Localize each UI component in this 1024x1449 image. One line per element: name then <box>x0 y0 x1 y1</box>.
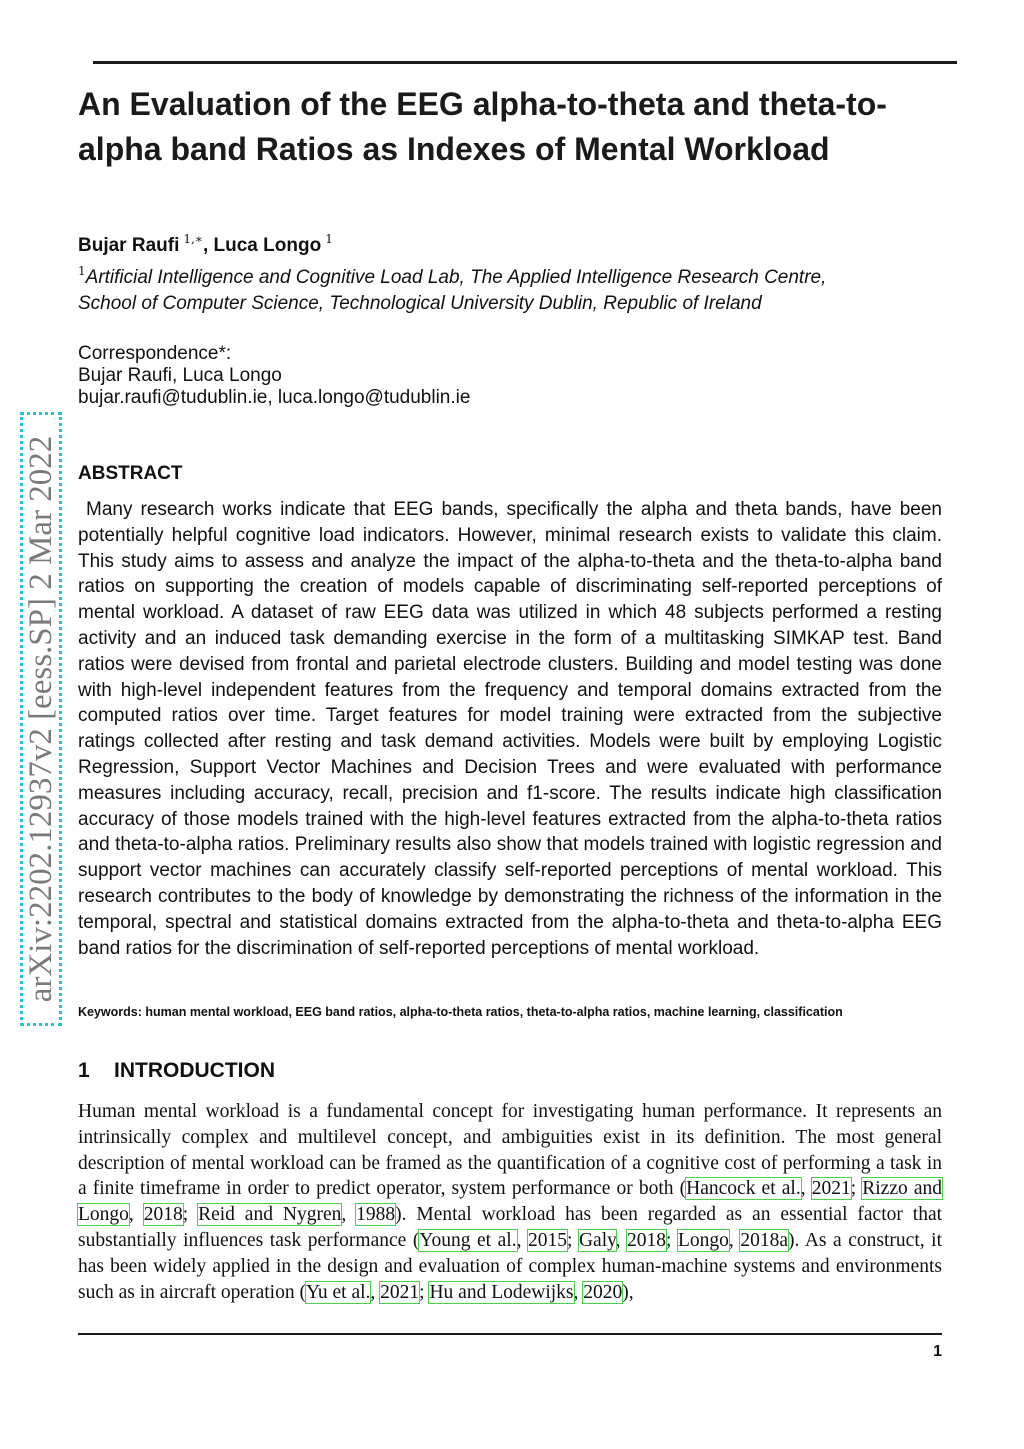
paragraph-text: ). Mental workload has been regarded as an essential factor that substantially influences task performance ( <box>78 1204 943 1251</box>
bottom-rule <box>78 1333 942 1335</box>
introduction-paragraph <box>78 1099 942 1305</box>
keywords: Keywords: human mental workload, EEG band ratios, alpha-to-theta ratios, theta-to-alpha ratios, machine learning, classification <box>78 1005 843 1019</box>
citation-link[interactable]: Longo <box>678 1229 729 1251</box>
citation-link[interactable]: Hu and Lodewijks <box>429 1281 574 1303</box>
paper-title: An Evaluation of the EEG alpha-to-theta and theta-to-alpha band Ratios as Indexes of Mental Workload <box>78 86 887 167</box>
citation-link[interactable]: 2018 <box>627 1229 667 1251</box>
citation-link[interactable]: Galy <box>578 1229 616 1251</box>
citation-link[interactable]: Hancock et al. <box>686 1178 801 1200</box>
author-line <box>78 226 333 259</box>
affiliation-superscript: 1 <box>78 264 86 278</box>
paragraph-text: , <box>615 1229 628 1251</box>
citation-link[interactable]: Young et al. <box>419 1229 517 1251</box>
correspondence-emails[interactable]: bujar.raufi@tudublin.ie, luca.longo@tudublin.ie <box>78 387 471 408</box>
abstract-heading: ABSTRACT <box>78 463 183 484</box>
paragraph-text: Human mental workload is a fundamental concept for investigating human performance. It represents an intrinsically complex and multilevel concept, and ambiguities exist in its definition. The most general description of mental workload can be framed as the quantification of a cognitive cost of performing a task in a finite timeframe in order to predict operator, system performance or both ( <box>78 1101 942 1200</box>
citation-link[interactable]: 2015 <box>528 1229 567 1251</box>
paragraph-text: ). As a construct, it has been widely applied in the design and evaluation of complex human-machine systems and environments such as in aircraft operation ( <box>78 1229 942 1303</box>
top-rule <box>93 61 957 64</box>
section-heading-introduction <box>78 1057 275 1085</box>
paragraph-text: ; <box>850 1178 863 1200</box>
abstract-text: Many research works indicate that EEG bands, specifically the alpha and theta bands, have been potentially helpful cognitive load indicators. However, minimal research exists to validate this claim. This study aims to assess and analyze the impact of the alpha-to-theta and the theta-to-alpha band ratios on supporting the creation of models capable of discriminating self-reported perceptions of mental workload. A dataset of raw EEG data was utilized in which 48 subjects performed a resting activity and an induced task demanding exercise in the form of a multitasking SIMKAP test. Band ratios were devised from frontal and parietal electrode clusters. Building and model testing was done with high-level independent features from the frequency and temporal domains extracted from the computed ratios over time. Target features for model training were extracted from the subjective ratings collected after resting and task demand activities. Models were built by employing Logistic Regression, Support Vector Machines and Decision Trees and were evaluated with performance measures including accuracy, recall, precision and f1-score. The results indicate high classification accuracy of those models trained with the high-level features extracted from the alpha-to-theta ratios and theta-to-alpha ratios. Preliminary results also show that models trained with logistic regression and support vector machines can accurately classify self-reported perceptions of mental workload. This research contributes to the body of knowledge by demonstrating the richness of the information in the temporal, spectral and statistical domains extracted from the alpha-to-theta and theta-to-alpha EEG band ratios for the discrimination of self-reported perceptions of mental workload. <box>78 499 942 959</box>
citation-link[interactable]: Yu et al. <box>305 1281 371 1303</box>
citation-link[interactable]: 2020 <box>583 1281 623 1303</box>
citation-link[interactable]: 2021 <box>811 1178 851 1200</box>
paragraph-text: , <box>341 1204 357 1226</box>
correspondence <box>78 343 470 409</box>
citation-link[interactable]: 2021 <box>380 1281 420 1303</box>
author-separator: , <box>202 235 214 256</box>
paragraph-text: , <box>516 1229 528 1251</box>
citation-link[interactable]: Rizzo and Longo <box>78 1178 943 1226</box>
paragraph-text: ; <box>182 1204 199 1226</box>
paragraph-text: , <box>800 1178 812 1200</box>
author-name: Bujar Raufi <box>78 235 180 256</box>
citation-link[interactable]: Reid and Nygren <box>198 1204 342 1226</box>
paragraph-text: ; <box>567 1229 579 1251</box>
author-superscript: 1,∗ <box>183 232 203 246</box>
citation-link[interactable]: 2018 <box>143 1204 183 1226</box>
correspondence-names: Bujar Raufi, Luca Longo <box>78 365 282 386</box>
section-number: 1 <box>78 1059 90 1082</box>
citation-link[interactable]: 2018a <box>740 1229 788 1251</box>
paragraph-text: , <box>370 1281 381 1303</box>
paragraph-text: ; <box>419 1281 430 1303</box>
affiliation-text: Artificial Intelligence and Cognitive Load Lab, The Applied Intelligence Research Centre, School of Computer Science, Technological University Dublin, Republic of Ireland <box>78 267 827 314</box>
affiliation <box>78 258 838 317</box>
page-number: 1 <box>933 1343 942 1360</box>
author-superscript: 1 <box>325 232 333 246</box>
arxiv-stamp-text[interactable]: arXiv:2202.12937v2 [eess.SP] 2 Mar 2022 <box>23 435 59 1003</box>
author-name: Luca Longo <box>213 235 322 256</box>
section-title: INTRODUCTION <box>114 1059 275 1082</box>
paragraph-text: ; <box>666 1229 678 1251</box>
paragraph-text: , <box>728 1229 741 1251</box>
paragraph-text: ), <box>622 1281 634 1303</box>
correspondence-label: Correspondence*: <box>78 343 232 364</box>
citation-link[interactable]: 1988 <box>356 1204 396 1226</box>
paragraph-text: , <box>573 1281 584 1303</box>
paragraph-text: , <box>128 1204 144 1226</box>
